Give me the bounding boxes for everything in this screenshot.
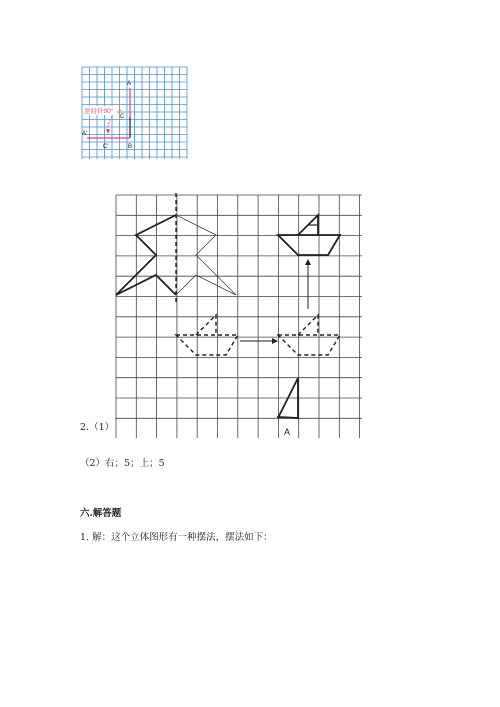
transformation-grid [114, 193, 364, 440]
answer-2-part-2: （2）右；5；上；5 [80, 458, 165, 469]
answer-2-part-1: 2.（1） [80, 422, 115, 433]
rotation-figure [81, 66, 188, 160]
section-title: 六.解答题 [80, 508, 122, 519]
question-1: 1. 解：这个立体图形有一种摆法，摆法如下： [80, 532, 273, 543]
label-A: A [127, 81, 132, 87]
triangle-label-A: A [284, 427, 291, 437]
label-C-prime: C' [103, 144, 109, 150]
label-C: C [120, 114, 125, 120]
label-B: B [128, 144, 133, 150]
rotation-label: 逆时针90° [84, 108, 114, 115]
label-A-prime: A' [82, 131, 88, 137]
